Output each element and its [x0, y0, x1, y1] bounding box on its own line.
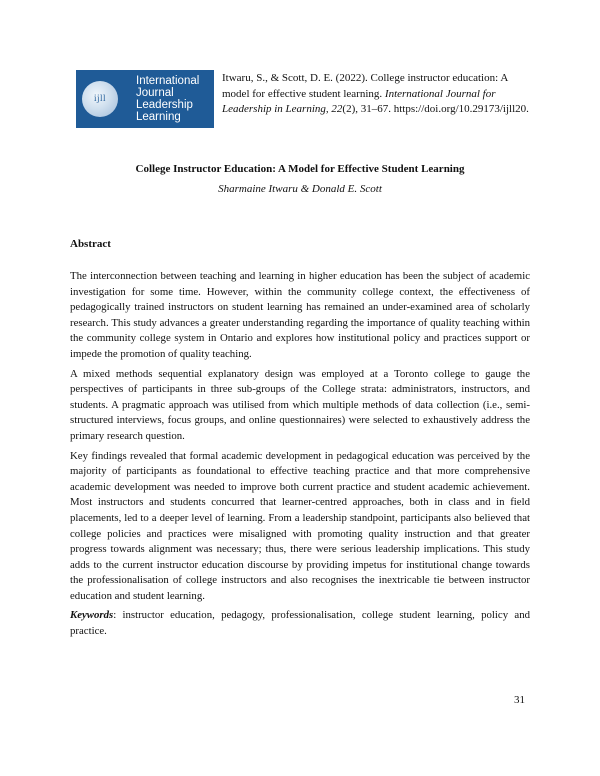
- page-number: 31: [514, 694, 525, 706]
- paper-title: College Instructor Education: A Model for Effective Student Learning: [135, 163, 465, 175]
- abstract-paragraph: Key findings revealed that formal academic development in pedagogical education was perceived by the majority of participants as foundational to effective teaching practice and that more comprehensive academic development was needed to improve both current practice and student academic achievement. Most instructors and students concurred that learner-centred approaches, both in class and in field placements, led to a deeper level of learning. From a leadership standpoint, participants also believed that college policies and practices were misaligned with promoting quality instruction and that greater progress towards alignment was necessary; thus, there were serious leadership implications. This study adds to the current instructor education discourse by providing impetus for institutional change towards the professionalisation of college instructors and also recognises the inextricable tie between instructor education and student learning.: [70, 449, 530, 602]
- keywords-text: : instructor education, pedagogy, professionalisation, college student learning, policy and practice.: [70, 609, 530, 638]
- logo-line: Journal: [136, 87, 174, 99]
- logo-text: [136, 75, 214, 123]
- citation: [222, 71, 532, 118]
- abstract-body: [70, 269, 530, 644]
- journal-logo: [76, 70, 214, 128]
- logo-line: Learning: [136, 111, 181, 123]
- abstract-paragraph: A mixed methods sequential explanatory design was employed at a Toronto college to gauge the perspectives of participants in three sub-groups of the College strata: administrators, instructors, and students. A pragmatic approach was utilised from which multiple methods of data collection (i.e., semi-structured interviews, focus groups, and online questionnaires) were selected to exhaustively address the primary research question.: [70, 367, 530, 442]
- abstract-heading: Abstract: [70, 238, 111, 250]
- citation-authors-title: Itwaru, S., & Scott, D. E. (2022). College instructor education: A model for effective student learning.: [222, 72, 508, 100]
- citation-journal: International Journal for Leadership in Learning, 22: [222, 87, 496, 115]
- logo-line: International: [136, 75, 200, 87]
- keywords: [70, 608, 530, 639]
- keywords-label: Keywords: [70, 609, 114, 622]
- abstract-paragraph: The interconnection between teaching and learning in higher education has been the subject of academic investigation for some time. However, within the community college context, the effectiveness of pedagogically trained instructors on student learning has remained an under-examined area of scholarly research. This study advances a greater understanding regarding the importance of quality teaching within the community college system in Ontario and explores how institutional policy and practices support or impede the promotion of quality teaching.: [70, 270, 530, 360]
- logo-emblem-icon: [82, 81, 118, 117]
- paper-authors: Sharmaine Itwaru & Donald E. Scott: [218, 183, 382, 195]
- citation-issue-doi: (2), 31–67. https://doi.org/10.29173/ijll20.: [342, 103, 529, 115]
- logo-badge: ijll: [93, 93, 106, 103]
- logo-line: Leadership: [136, 99, 193, 111]
